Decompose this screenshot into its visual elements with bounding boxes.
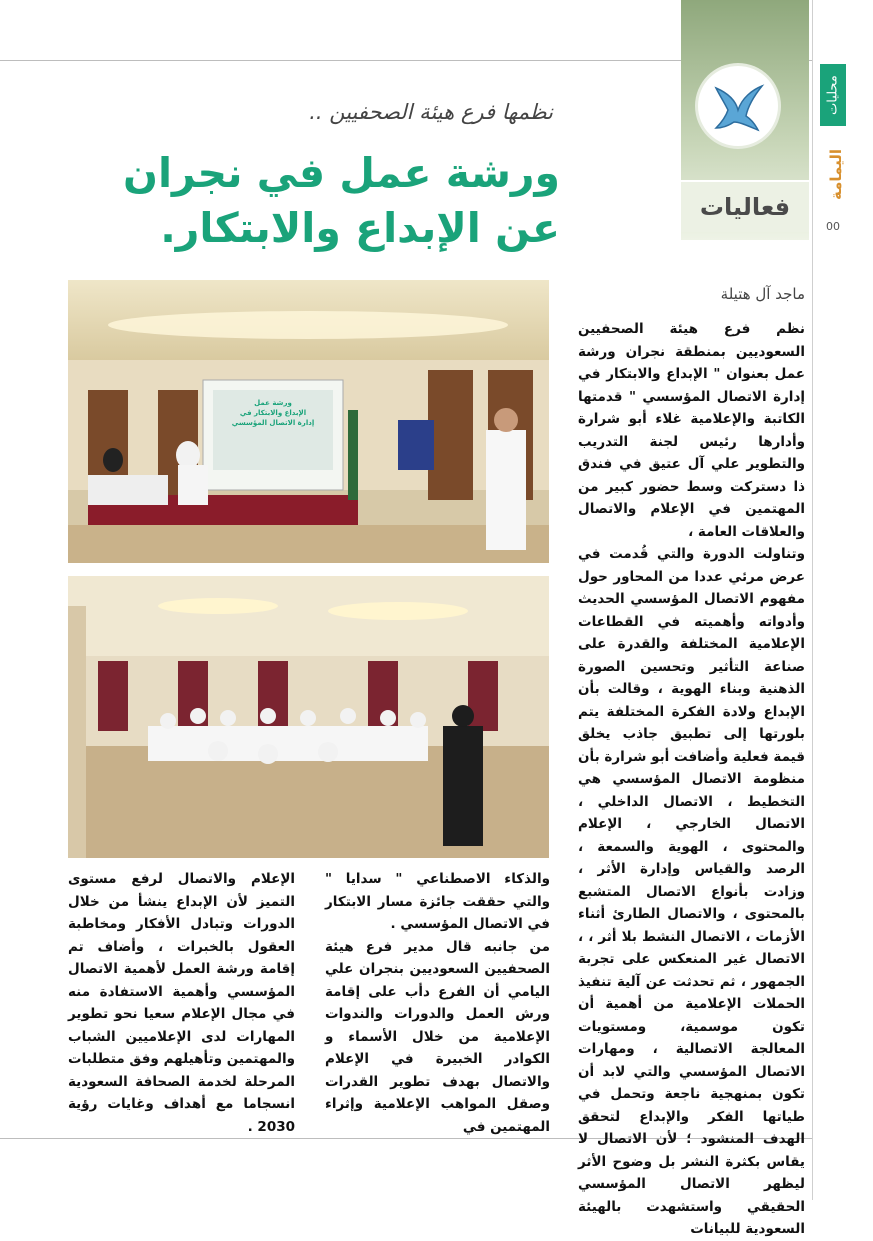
- slide-line-3: إدارة الاتصال المؤسسي: [231, 419, 315, 427]
- paragraph: وتناولت الدورة والتي قُدمت في عرض مرئي عددا من المحاور حول مفهوم الاتصال المؤسسي الحديث وأدواته وأهميته في القطاعات الإعلامية المختلفة والقدرة على صناعة التأثير وتحسين الصورة الذهنية وبناء الهوية ، وقالت بأن الإبداع ولادة الفكرة المختلفة يتم بلورتها إلى تطبيق جاذب يخلق قيمة فعلية وأضافت أبو شرارة بأن منظومة الاتصال المؤسسي هي التخطيط ، الاتصال الداخلي ، الاتصال الخارجي ، الإعلام والمحتوى ، الهوية والسمعة ، الرصد والقياس وإدارة الأثر ، وزادت بأنواع الاتصال المتشبع بالمحتوى ، والاتصال الطارئ أثناء الأزمات ، الاتصال النشط بلا أثر ، ، الاتصال غير المنعكس على تجربة الجمهور ، ثم تحدثت عن آلية تنفيذ الحملات الإعلامية من أهمية أن تكون موسمية، ومستويات المعالجة الاتصالية ، ومهارات الاتصال المؤسسي والتي لابد أن تكون بمنهجية ناجعة وتحمل في طياتها الفكر والإبداع لتحقق الهدف المنشود ؛ لأن الاتصال لا يقاس بكثرة النشر بل وضوح الأثر ليظهر الاتصال المؤسسي الحقيقي واستشهدت بالهيئة السعودية للبيانات: [578, 546, 805, 1237]
- page-number: 00: [826, 220, 840, 233]
- article-kicker: نظمها فرع هيئة الصحفيين ..: [309, 100, 553, 124]
- author-name: ماجد آل هتيلة: [720, 285, 805, 303]
- workshop-photo-presenter: [68, 280, 549, 563]
- article-column-left: [68, 868, 295, 1135]
- paragraph: الإعلام والاتصال لرفع مستوى التميز لأن الإبداع ينشأ من خلال الدورات وتبادل الأفكار ومخاطبة العقول بالخبرات ، وأضاف تم إقامة ورشة العمل لأهمية الاتصال المؤسسي وأهمية الاستفادة منه في مجال الإعلام سعيا نحو تطوير المهارات لدى الإعلاميين الشباب والمهتمين وتأهيلهم وفق متطلبات المرحلة لخدمة الصحافة السعودية انسجاما مع أهداف وغايات رؤية 2030 .: [68, 871, 295, 1135]
- paragraph: نظم فرع هيئة الصحفيين السعوديين بمنطقة نجران ورشة عمل بعنوان " الإبداع والابتكار في إدارة الاتصال المؤسسي " قدمتها الكاتبة والإعلامية غلاء أبو شرارة وأدارها رئيس لجنة التدريب والتطوير علي آل عتيق في فندق ذا دستركت وسط حضور كبير من المهتمين في الإعلام والاتصال والعلاقات العامة ،: [578, 321, 805, 540]
- slide-line-1: ورشة عمل: [254, 399, 292, 407]
- article-column-middle: [325, 868, 550, 1135]
- workshop-photo-audience: [68, 576, 549, 858]
- paragraph: من جانبه قال مدير فرع هيئة الصحفيين السعوديين بنجران علي اليامي أن الفرع دأب على إقامة ورش العمل والدورات والندوات الإعلامية من خلال الأسماء و الكوادر الخبيرة في الإعلام والاتصال بهدف تطوير القدرات وصقل المواهب الإعلامية وإثراء المهتمين في: [325, 938, 550, 1135]
- title-line-1: ورشة عمل في نجران: [122, 149, 560, 197]
- paragraph: والذكاء الاصطناعي " سدايا " والتي حققت جائزة مسار الابتكار في الاتصال المؤسسي .: [325, 871, 550, 932]
- slide-line-2: الإبداع والابتكار في: [239, 409, 307, 417]
- section-label: فعاليات: [681, 180, 809, 232]
- magazine-name: اليمامة: [827, 149, 845, 201]
- bird-logo-icon: [698, 66, 778, 146]
- margin-rule: [812, 0, 813, 1200]
- article-column-right: [578, 318, 805, 1237]
- article-title: [60, 146, 560, 256]
- category-label: محليات: [820, 64, 846, 126]
- title-line-2: عن الإبداع والابتكار.: [160, 204, 560, 252]
